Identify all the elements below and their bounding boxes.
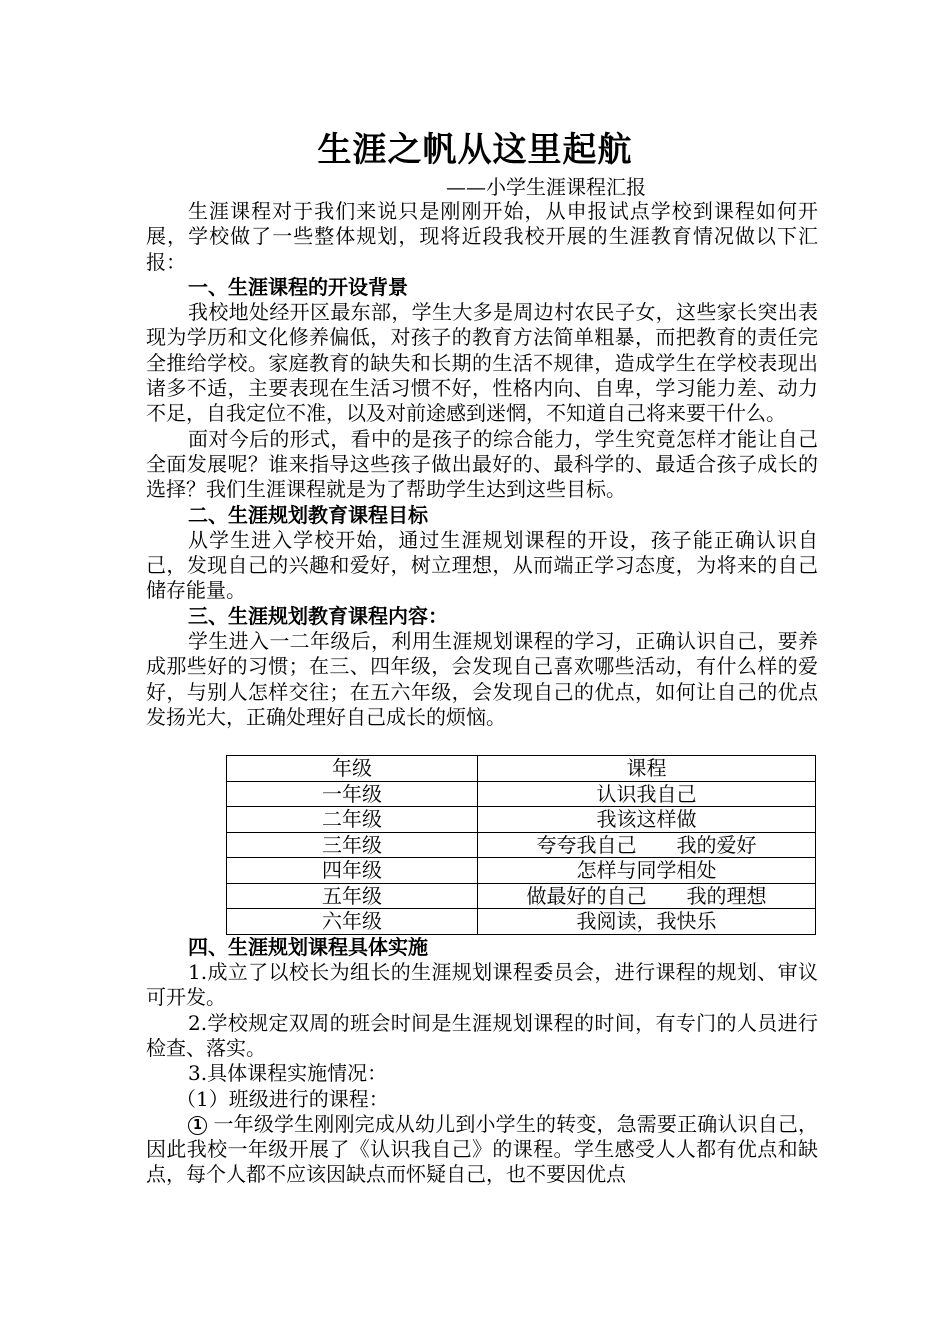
section-4-sub-1-paragraph xyxy=(146,1112,818,1188)
section-3-paragraph: 学生进入一二年级后，利用生涯规划课程的学习，正确认识自己，要养成那些好的习惯；在三、四年级，会发现自己喜欢哪些活动，有什么样的爱好，与别人怎样交往；在五六年级，会发现自己的优点，如何让自己的优点发扬光大，正确处理好自己成长的烦恼。 xyxy=(146,629,818,729)
table-cell-course: 我该这样做 xyxy=(478,807,816,833)
table-cell-grade: 二年级 xyxy=(227,807,478,833)
table-cell-grade: 四年级 xyxy=(227,858,478,884)
document-subtitle: ——小学生涯课程汇报 xyxy=(446,175,646,199)
section-2-heading: 二、生涯规划教育课程目标 xyxy=(188,502,428,527)
table-cell-course: 做最好的自己 我的理想 xyxy=(478,883,816,909)
section-4-item-2: 2.学校规定双周的班会时间是生涯规划课程的时间，有专门的人员进行检查、落实。 xyxy=(146,1010,818,1060)
section-4-sub-1: （1）班级进行的课程： xyxy=(176,1086,389,1111)
table-header-cell: 年级 xyxy=(227,756,478,782)
table-row xyxy=(227,781,816,807)
section-1-heading: 一、生涯课程的开设背景 xyxy=(188,274,408,299)
table-cell-grade: 三年级 xyxy=(227,832,478,858)
table-header-row xyxy=(227,756,816,782)
section-4-sub-1-text: 一年级学生刚刚完成从幼儿到小学生的转变，急需要正确认识自己，因此我校一年级开展了《认识我自己》的课程。学生感受人人都有优点和缺点，每个人都不应该因缺点而怀疑自己，也不要因优点 xyxy=(146,1111,818,1187)
section-4-heading: 四、生涯规划课程具体实施 xyxy=(188,934,428,959)
section-4-item-1: 1.成立了以校长为组长的生涯规划课程委员会，进行课程的规划、审议可开发。 xyxy=(146,960,818,1010)
section-3-heading: 三、生涯规划教育课程内容： xyxy=(188,603,448,628)
table-row xyxy=(227,807,816,833)
spacer xyxy=(146,730,818,755)
table-cell-course: 夸夸我自己 我的爱好 xyxy=(478,832,816,858)
table-cell-grade: 一年级 xyxy=(227,781,478,807)
section-1-paragraph-1: 我校地处经开区最东部，学生大多是周边村农民子女，这些家长突出表现为学历和文化修养偏低，对孩子的教育方法简单粗暴，而把教育的责任完全推给学校。家庭教育的缺失和长期的生活不规律，造成学生在学校表现出诸多不适，主要表现在生活习惯不好，性格内向、自卑，学习能力差、动力不足，自我定位不准，以及对前途感到迷惘，不知道自己将来要干什么。 xyxy=(146,300,818,426)
table-cell-course: 我阅读，我快乐 xyxy=(478,909,816,935)
table-row xyxy=(227,909,816,935)
intro-paragraph: 生涯课程对于我们来说只是刚刚开始，从申报试点学校到课程如何开展，学校做了一些整体规划，现将近段我校开展的生涯教育情况做以下汇报： xyxy=(146,199,818,274)
table-cell-grade: 六年级 xyxy=(227,909,478,935)
table-cell-course: 怎样与同学相处 xyxy=(478,858,816,884)
section-4-item-3: 3.具体课程实施情况： xyxy=(188,1061,388,1086)
table-row xyxy=(227,832,816,858)
table-cell-course: 认识我自己 xyxy=(478,781,816,807)
table-header-cell: 课程 xyxy=(478,756,816,782)
table-cell-grade: 五年级 xyxy=(227,883,478,909)
section-1-paragraph-2: 面对今后的形式，看中的是孩子的综合能力，学生究竟怎样才能让自己全面发展呢？谁来指导这些孩子做出最好的、最科学的、最适合孩子成长的选择？我们生涯课程就是为了帮助学生达到这些目标。 xyxy=(146,426,818,502)
document-title: 生涯之帆从这里起航 xyxy=(317,130,633,170)
circled-number-icon: 1 xyxy=(188,1116,207,1135)
section-2-paragraph: 从学生进入学校开始，通过生涯规划课程的开设，孩子能正确认识自己，发现自己的兴趣和爱好，树立理想，从而端正学习态度，为将来的自己储存能量。 xyxy=(146,527,818,603)
table-row xyxy=(227,858,816,884)
curriculum-table xyxy=(226,755,816,935)
table-row xyxy=(227,883,816,909)
document-body xyxy=(146,199,818,1188)
